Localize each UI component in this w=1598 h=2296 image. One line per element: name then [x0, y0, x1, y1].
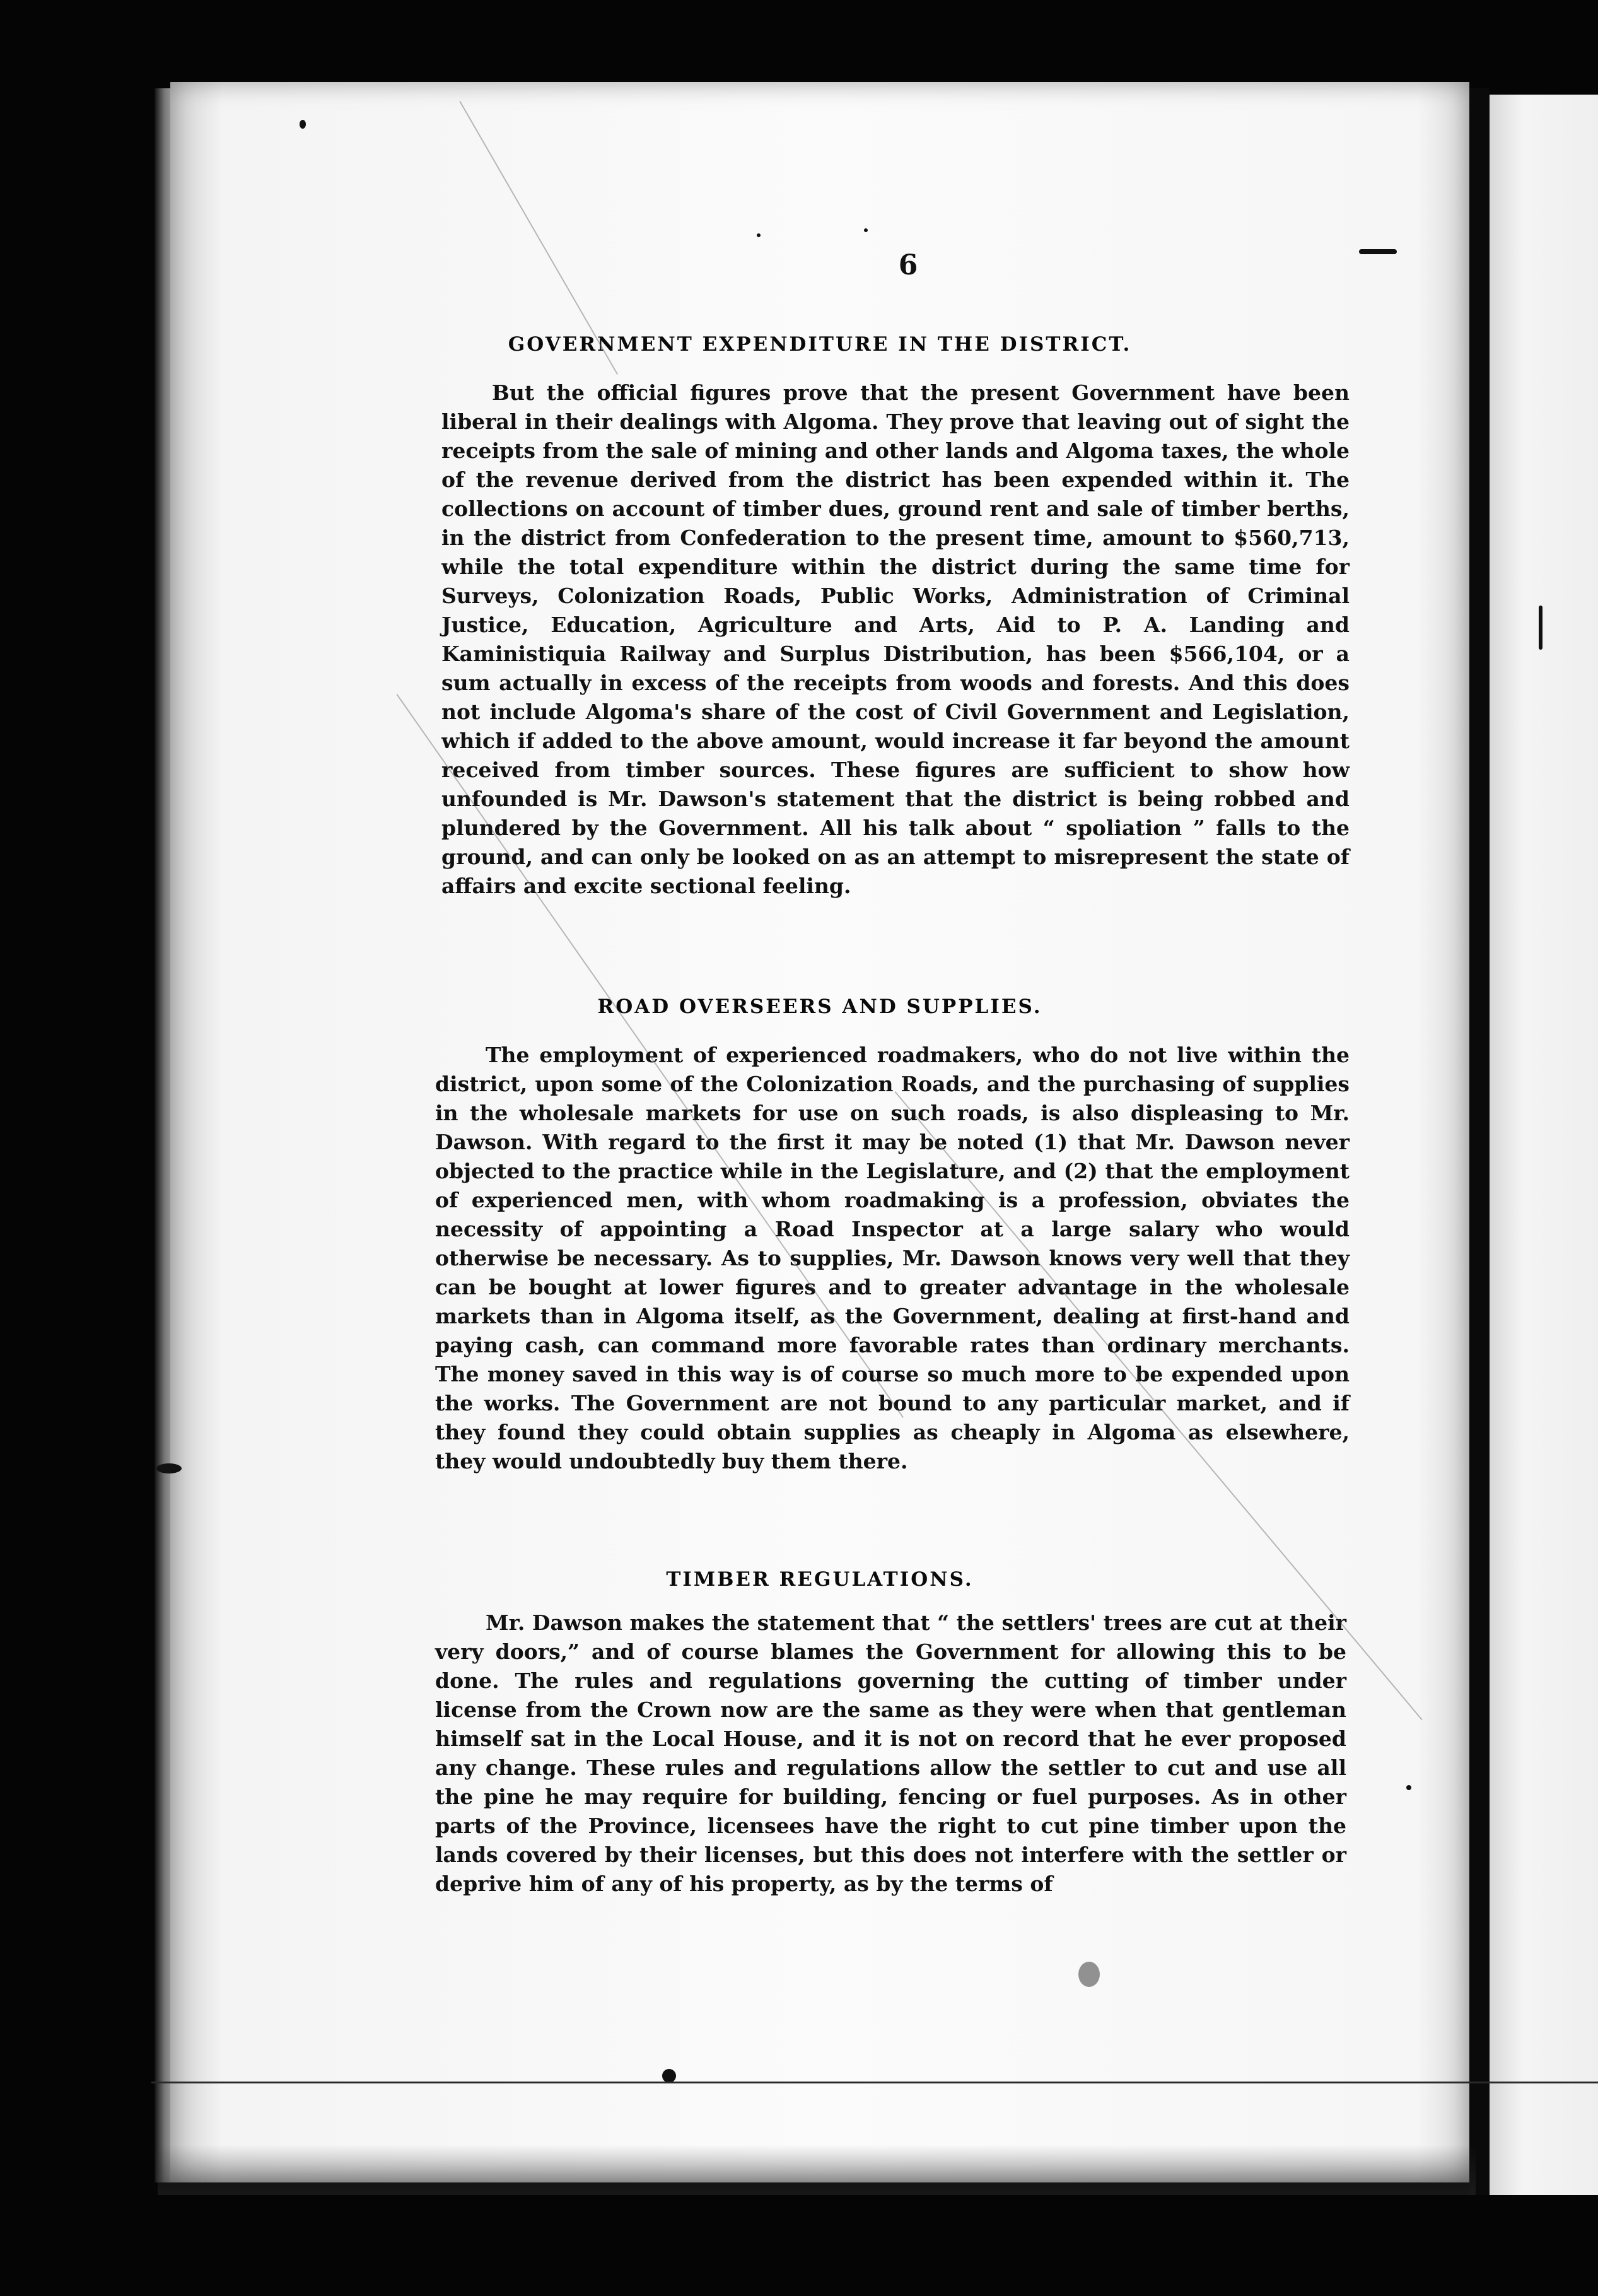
- page-number: 6: [898, 249, 918, 281]
- scan-speck: [1406, 1785, 1411, 1790]
- scan-speck: [156, 1463, 182, 1473]
- section-heading-timber: TIMBER REGULATIONS.: [666, 1568, 974, 1591]
- scan-speck: [662, 2069, 676, 2083]
- scan-speck: [1359, 249, 1397, 254]
- section-body-road-overseers: The employment of experienced roadmakers, who do not live within the district, upon some of the Colonization Roads, and the purchasing of supplies in the wholesale markets for use on such roads, is also displeasing to Mr. Dawson. With regard to the first it may be noted (1) that Mr. Dawson never objected to the practice while in the Legislature, and (2) that the employment of experienced men, with whom roadmaking is a profession, obviates the necessity of appointing a Road Inspector at a large salary who would otherwise be necessary. As to supplies, Mr. Dawson knows very well that they can be bought at lower figures and to greater advantage in the wholesale markets than in Algoma itself, as the Government, dealing at first-hand and paying cash, can command more favorable rates than ordinary merchants. The money saved in this way is of course so much more to be expended upon the works. The Government are not bound to any particular market, and if they found they could obtain supplies as cheaply in Algoma as elsewhere, they would undoubtedly buy them there.: [435, 1043, 1350, 1473]
- scan-speck: [757, 233, 761, 237]
- scan-line: [151, 2082, 1598, 2083]
- section-body-timber: Mr. Dawson makes the statement that “ the settlers' trees are cut at their very doors,” and of course blames the Government for allowing this to be done. The rules and regulations governing the cutting of timber under license from the Crown now are the same as they were when that gentleman himself sat in the Local House, and it is not on record that he ever proposed any change. These rules and regulations allow the settler to cut and use all the pine he may require for building, fencing or fuel purposes. As in other parts of the Province, licensees have the right to cut pine timber upon the lands covered by their licenses, but this does not interfere with the settler or deprive him of any of his property, as by the terms of: [435, 1610, 1346, 1896]
- page-bottom-shadow: [158, 2145, 1476, 2195]
- document-page: [170, 82, 1469, 2182]
- book-gutter: [1469, 88, 1490, 2195]
- scan-speck: [1539, 606, 1543, 650]
- scan-speck: [864, 228, 868, 232]
- section-heading-road-overseers: ROAD OVERSEERS AND SUPPLIES.: [597, 995, 1042, 1018]
- section-heading-expenditure: GOVERNMENT EXPENDITURE IN THE DISTRICT.: [508, 333, 1132, 356]
- facing-page-edge: [1490, 95, 1598, 2195]
- section-body-expenditure: But the official figures prove that the present Government have been liberal in their dealings with Algoma. They prove that leaving out of sight the receipts from the sale of mining and other lands and Algoma taxes, the whole of the revenue derived from the district has been expended within it. The collections on account of timber dues, ground rent and sale of timber berths, in the district from Confederation to the present time, amount to $560,713, while the total expenditure within the district during the same time for Surveys, Colonization Roads, Public Works, Administration of Criminal Justice, Education, Agriculture and Arts, Aid to P. A. Landing and Kaministiquia Railway and Surplus Distribution, has been $566,104, or a sum actually in excess of the receipts from woods and forests. And this does not include Algoma's share of the cost of Civil Government and Legislation, which if added to the above amount, would increase it far beyond the amount received from timber sources. These figures are sufficient to show how unfounded is Mr. Dawson's statement that the district is being robbed and plundered by the Government. All his talk about “ spoliation ” falls to the ground, and can only be looked on as an attempt to misrepresent the state of affairs and excite sectional feeling.: [441, 380, 1350, 898]
- scan-speck: [300, 120, 306, 129]
- scan-speck: [1078, 1962, 1100, 1987]
